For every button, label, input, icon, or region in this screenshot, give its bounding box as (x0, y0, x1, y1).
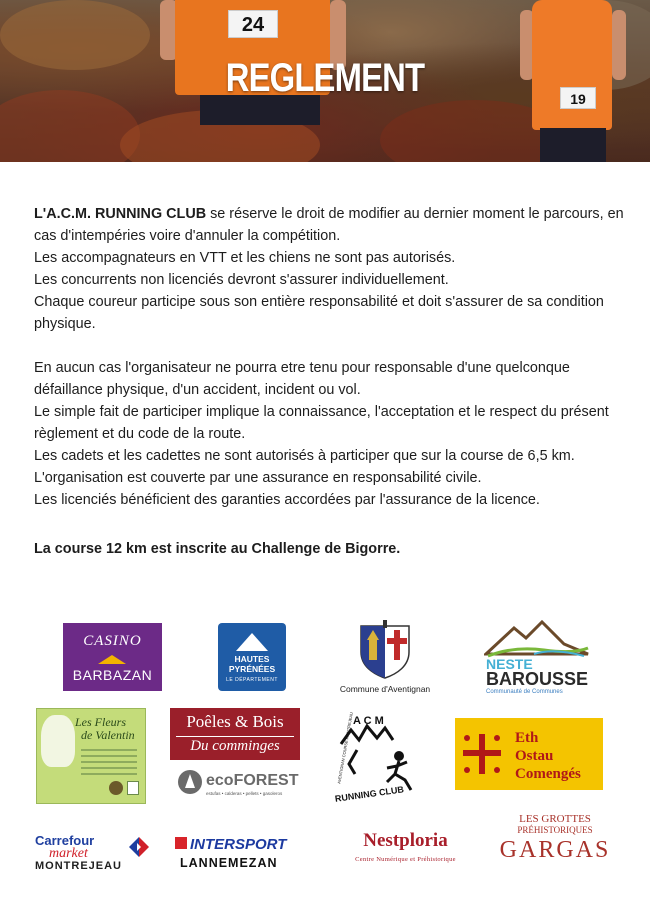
logo-text: Les Fleurs (75, 715, 126, 729)
club-name: L'A.C.M. RUNNING CLUB (34, 206, 207, 222)
rule-paragraph: Le simple fait de participer implique la connaissance, l'acceptation et le respect du présent règlement et du code de la route. (34, 404, 609, 442)
rule-paragraph: Les cadets et les cadettes ne sont autorisés à participer que sur la course de 6,5 km. (34, 448, 575, 464)
logo-text: MONTREJEAU (35, 860, 123, 872)
eth-ostau-comenges-logo (455, 718, 603, 790)
logo-text: LE DÉPARTEMENT (226, 677, 278, 683)
fleurs-de-valentin-logo (36, 708, 146, 804)
logo-text: HAUTES (234, 654, 270, 664)
carrefour-market-logo (35, 833, 151, 873)
logo-text: de Valentin (81, 728, 135, 742)
mountain-icon (236, 633, 268, 651)
logo-text: GARGAS (499, 837, 611, 863)
logo-text: PYRÉNÉES (228, 664, 276, 674)
rule-paragraph: Les licenciés bénéficient des garanties accordées par l'assurance de la licence. (34, 492, 540, 508)
logo-text: Centre Numérique et Préhistorique (355, 856, 456, 863)
logo-text: RUNNING CLUB (334, 784, 405, 804)
logo-text: A C M (353, 715, 384, 727)
intersport-icon (175, 837, 187, 849)
rule-text: se réserve le droit de modifier au dernier moment le parcours, en cas d'intempéries voire d'annuler la compétition. (34, 206, 624, 244)
badge-icon (109, 781, 123, 795)
rule-paragraph (34, 203, 624, 247)
logo-text: Ostau (515, 748, 554, 764)
logo-text: INTERSPORT (190, 836, 287, 853)
logo-text: LES GROTTES (519, 813, 591, 825)
logo-text: Comengés (515, 766, 581, 782)
rule-paragraph: L'organisation est couverte par une assurance en responsabilité civile. (34, 470, 482, 486)
occitan-cross-icon (461, 732, 503, 776)
aventignan-logo (325, 620, 445, 698)
logo-text: Carrefour (35, 833, 95, 848)
logo-text: Commune d'Aventignan (339, 684, 431, 694)
logo-text: Eth (515, 730, 539, 746)
logo-text: NESTE (486, 656, 533, 672)
nestploria-logo (343, 830, 468, 870)
carrefour-icon (127, 835, 151, 859)
logo-text: CASINO (83, 633, 142, 649)
logo-text: estufas • calderas • pellets • gasoleros (206, 791, 283, 796)
logo-text: Du comminges (176, 736, 294, 755)
hautes-pyrenees-logo (218, 623, 286, 691)
runner-icon (327, 710, 429, 806)
challenge-note: La course 12 km est inscrite au Challenge de Bigorre. (34, 541, 401, 557)
flower-icon (41, 715, 75, 767)
logo-text: ecoFOREST (206, 772, 299, 789)
logo-text: Nestploria (363, 830, 448, 851)
neste-barousse-logo (484, 618, 589, 700)
rules-text (34, 203, 624, 511)
bib-number: 19 (560, 87, 596, 109)
rule-paragraph: Chaque coureur participe sous son entière responsabilité et doit s'assurer de sa condition physique. (34, 294, 604, 332)
logo-text: AVENTIGNAN COURSE MONTREJEAU (336, 711, 354, 785)
grottes-de-gargas-logo (496, 813, 614, 871)
page-title: REGLEMENT (225, 56, 425, 100)
logo-text: market (49, 846, 88, 861)
badge-icon (127, 781, 139, 795)
logo-text: BARBAZAN (72, 667, 153, 683)
logo-text: PRÉHISTORIQUES (517, 825, 593, 835)
roof-icon (98, 655, 126, 664)
rule-paragraph: Les accompagnateurs en VTT et les chiens ne sont pas autorisés. (34, 250, 456, 266)
logo-text: LANNEMEZAN (180, 856, 278, 870)
rule-paragraph: Les concurrents non licenciés devront s'assurer individuellement. (34, 272, 449, 288)
rule-paragraph: En aucun cas l'organisateur ne pourra etre tenu pour responsable d'une quelconque défaillance physique, d'un accident, incident ou vol. (34, 360, 570, 398)
mountain-icon (484, 618, 589, 658)
bib-number: 24 (228, 10, 278, 38)
logo-text: Poêles & Bois (186, 712, 284, 731)
casino-barbazan-logo (63, 623, 162, 691)
poeles-et-bois-logo (170, 708, 300, 804)
logo-text: Communauté de Communes (486, 689, 563, 695)
acm-running-club-logo (327, 710, 429, 806)
intersport-logo (176, 836, 308, 872)
fine-print (81, 745, 137, 779)
logo-text: BAROUSSE (486, 669, 589, 689)
coat-of-arms-icon (357, 620, 413, 680)
header-banner (0, 0, 650, 162)
